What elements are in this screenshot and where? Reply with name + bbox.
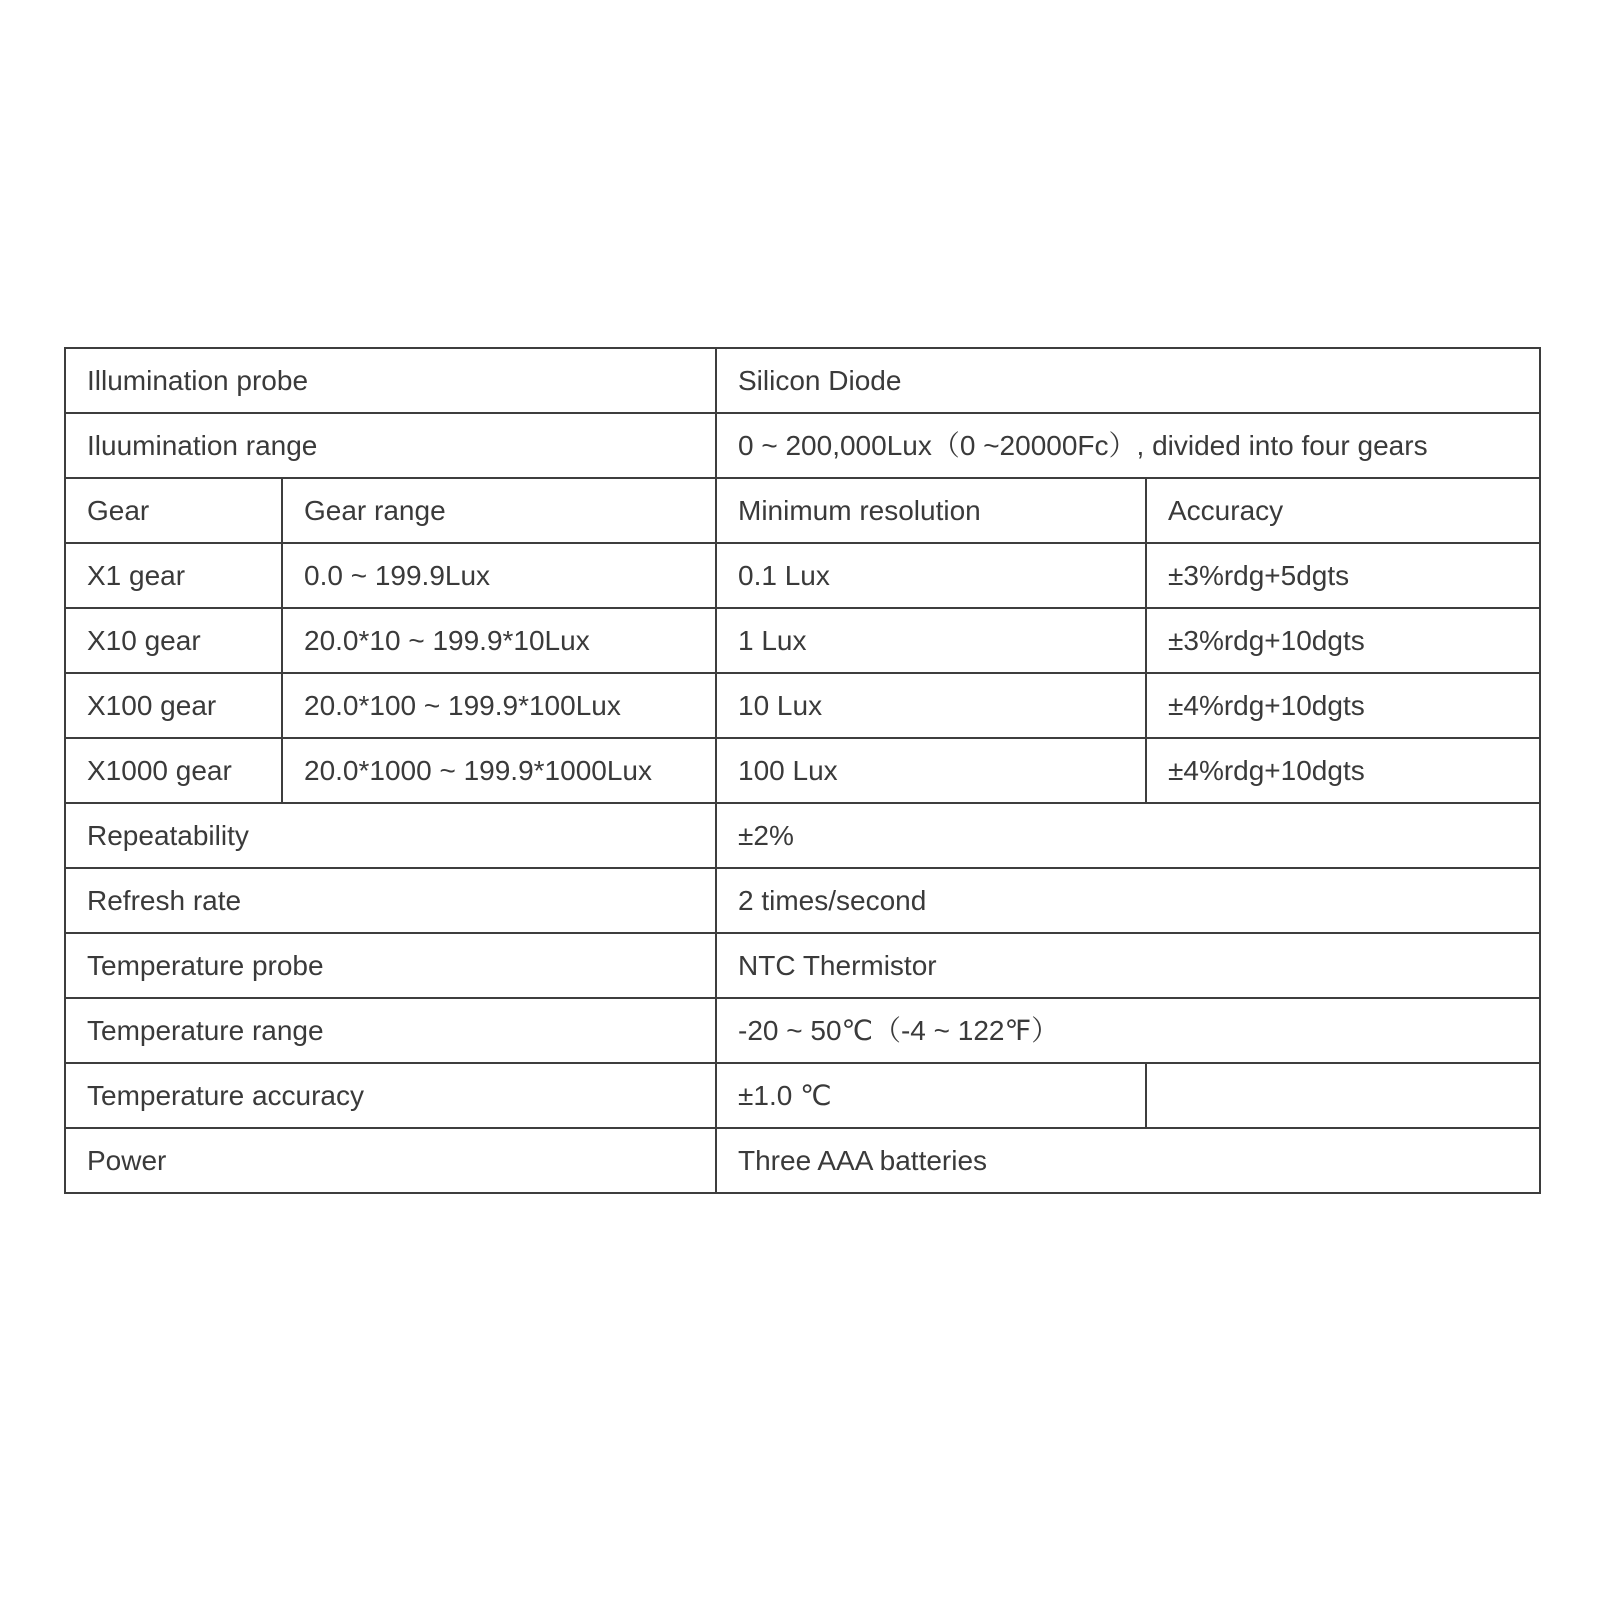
column-header-minimum-resolution: Minimum resolution [716,478,1146,543]
table-row [65,348,1540,413]
row-value: NTC Thermistor [716,933,1540,998]
row-value: -20 ~ 50℃（-4 ~ 122℉） [716,998,1540,1063]
column-header-gear: Gear [65,478,282,543]
gear-cell: X100 gear [65,673,282,738]
row-value: ±2% [716,803,1540,868]
gear-row [65,673,1540,738]
table-row [65,933,1540,998]
empty-cell [1146,1063,1540,1128]
accuracy-cell: ±3%rdg+5dgts [1146,543,1540,608]
table-row [65,1128,1540,1193]
row-label: Refresh rate [65,868,716,933]
row-value: 2 times/second [716,868,1540,933]
row-label: Iluumination range [65,413,716,478]
column-header-accuracy: Accuracy [1146,478,1540,543]
gear-range-cell: 20.0*100 ~ 199.9*100Lux [282,673,716,738]
column-header-gear-range: Gear range [282,478,716,543]
accuracy-cell: ±4%rdg+10dgts [1146,673,1540,738]
resolution-cell: 0.1 Lux [716,543,1146,608]
resolution-cell: 100 Lux [716,738,1146,803]
accuracy-cell: ±4%rdg+10dgts [1146,738,1540,803]
accuracy-cell: ±3%rdg+10dgts [1146,608,1540,673]
row-value: Silicon Diode [716,348,1540,413]
row-label: Temperature accuracy [65,1063,716,1128]
row-label: Power [65,1128,716,1193]
row-value: Three AAA batteries [716,1128,1540,1193]
table-row [65,998,1540,1063]
row-label: Illumination probe [65,348,716,413]
table-row [65,1063,1540,1128]
gear-cell: X10 gear [65,608,282,673]
gear-range-cell: 0.0 ~ 199.9Lux [282,543,716,608]
gear-row [65,543,1540,608]
gear-row [65,608,1540,673]
gear-header-row [65,478,1540,543]
gear-cell: X1000 gear [65,738,282,803]
resolution-cell: 1 Lux [716,608,1146,673]
row-value: ±1.0 ℃ [716,1063,1146,1128]
table-row [65,868,1540,933]
resolution-cell: 10 Lux [716,673,1146,738]
gear-range-cell: 20.0*10 ~ 199.9*10Lux [282,608,716,673]
row-label: Repeatability [65,803,716,868]
spec-table [64,347,1541,1194]
row-label: Temperature range [65,998,716,1063]
row-label: Temperature probe [65,933,716,998]
gear-row [65,738,1540,803]
gear-range-cell: 20.0*1000 ~ 199.9*1000Lux [282,738,716,803]
gear-cell: X1 gear [65,543,282,608]
table-row [65,413,1540,478]
row-value: 0 ~ 200,000Lux（0 ~20000Fc）, divided into four gears [716,413,1540,478]
table-row [65,803,1540,868]
